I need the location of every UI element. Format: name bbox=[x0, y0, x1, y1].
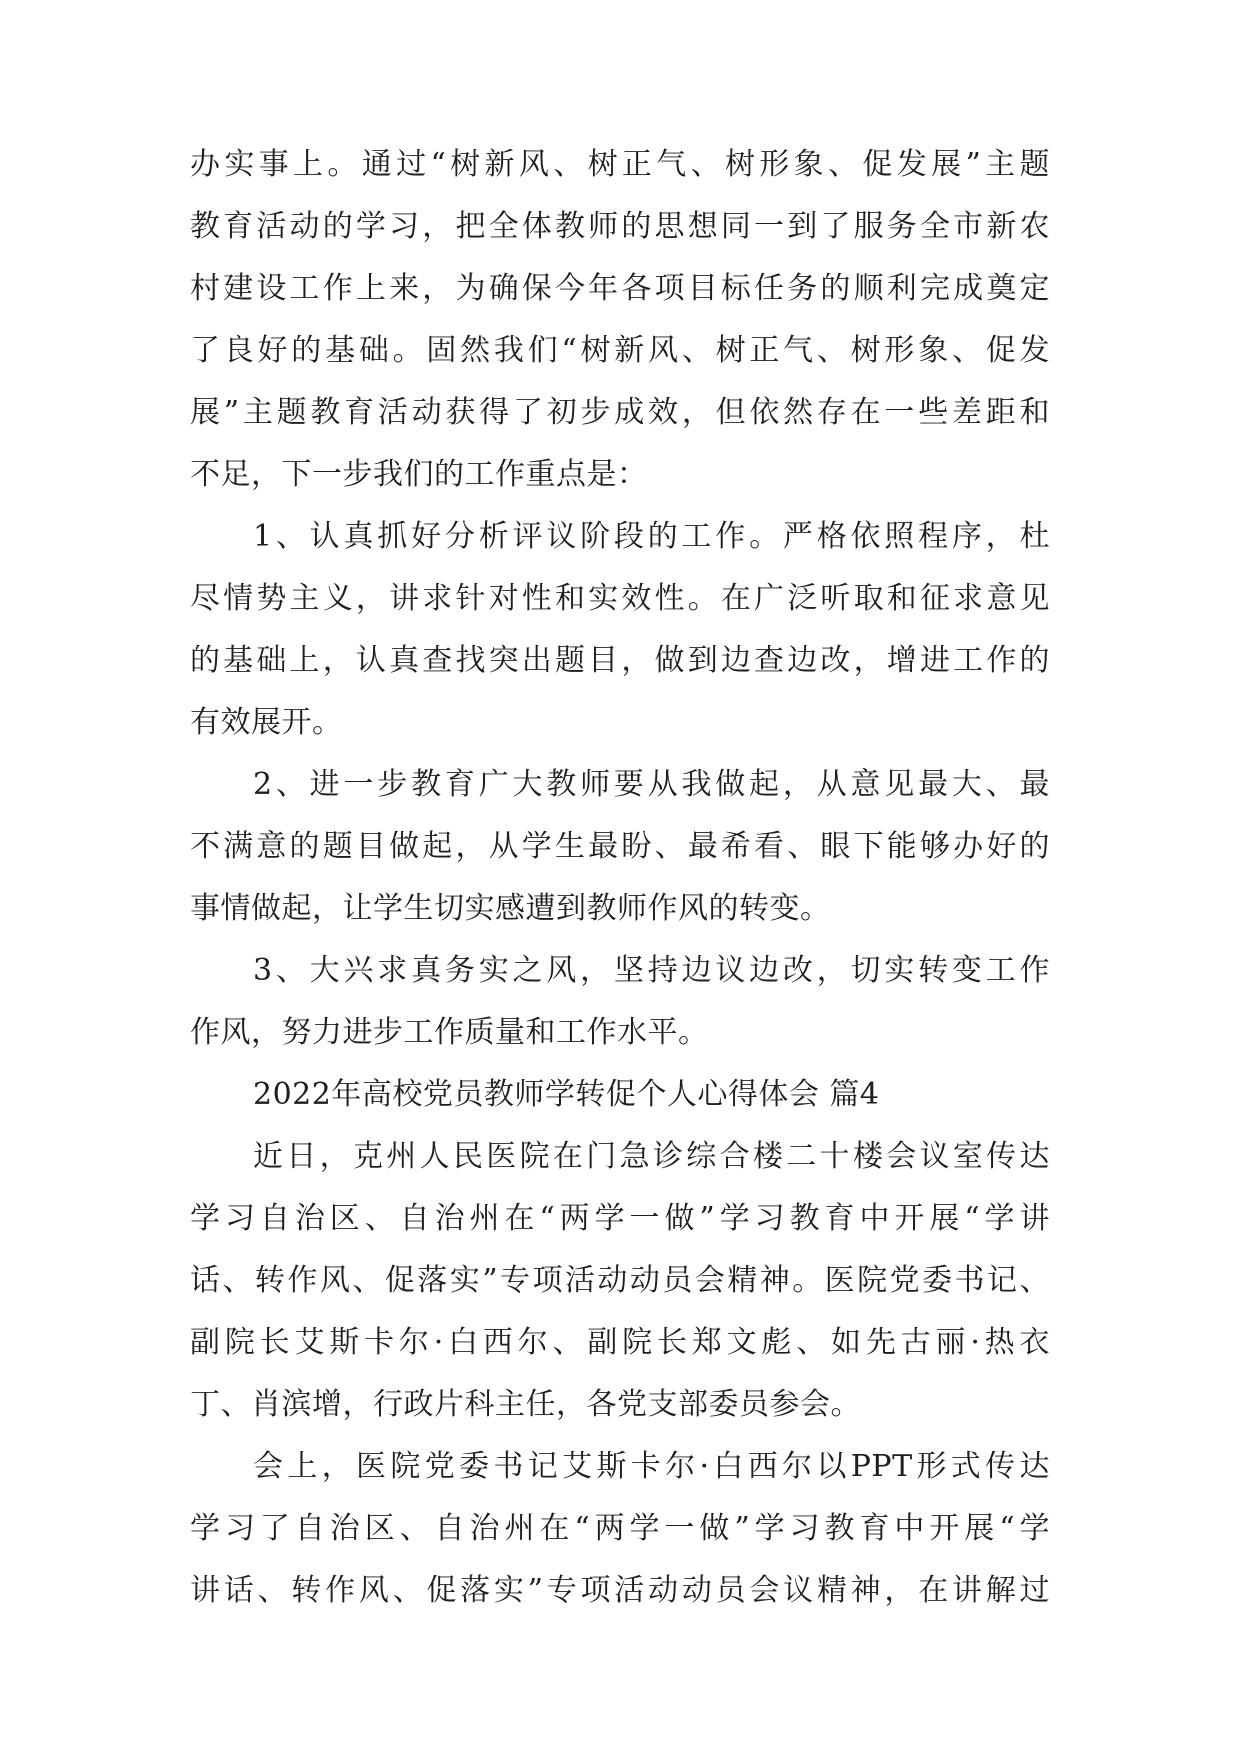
text-line: 村建设工作上来，为确保今年各项目标任务的顺利完成奠定 bbox=[190, 271, 1050, 306]
text-line: 不足，下一步我们的工作重点是： bbox=[190, 457, 648, 492]
text-line: 教育活动的学习，把全体教师的思想同一到了服务全市新农 bbox=[190, 209, 1050, 244]
paragraph-start-line: 近日，克州人民医院在门急诊综合楼二十楼会议室传达 bbox=[253, 1139, 1050, 1174]
text-line: 学习自治区、自治州在“两学一做”学习教育中开展“学讲 bbox=[190, 1201, 1050, 1236]
text-line: 副院长艾斯卡尔·白西尔、副院长郑文彪、如先古丽·热衣 bbox=[190, 1325, 1050, 1360]
section-heading: 2022年高校党员教师学转促个人心得体会 篇4 bbox=[253, 1077, 880, 1112]
text-line: 展”主题教育活动获得了初步成效，但依然存在一些差距和 bbox=[190, 395, 1050, 430]
text-line: 有效展开。 bbox=[190, 705, 343, 740]
text-line: 事情做起，让学生切实感遭到教师作风的转变。 bbox=[190, 891, 831, 926]
paragraph-start-line: 会上，医院党委书记艾斯卡尔·白西尔以PPT形式传达 bbox=[253, 1449, 1050, 1484]
paragraph-start-line: 3、大兴求真务实之风，坚持边议边改，切实转变工作 bbox=[253, 953, 1050, 988]
text-line: 不满意的题目做起，从学生最盼、最希看、眼下能够办好的 bbox=[190, 829, 1050, 864]
text-line: 讲话、转作风、促落实”专项活动动员会议精神，在讲解过 bbox=[190, 1573, 1050, 1608]
text-line: 作风，努力进步工作质量和工作水平。 bbox=[190, 1015, 709, 1050]
text-line: 的基础上，认真查找突出题目，做到边查边改，增进工作的 bbox=[190, 643, 1050, 678]
text-line: 了良好的基础。固然我们“树新风、树正气、树形象、促发 bbox=[190, 333, 1050, 368]
text-line: 办实事上。通过“树新风、树正气、树形象、促发展”主题 bbox=[190, 147, 1050, 182]
text-line: 学习了自治区、自治州在“两学一做”学习教育中开展“学 bbox=[190, 1511, 1050, 1546]
paragraph-start-line: 1、认真抓好分析评议阶段的工作。严格依照程序，杜 bbox=[253, 519, 1050, 554]
text-line: 话、转作风、促落实”专项活动动员会精神。医院党委书记、 bbox=[190, 1263, 1050, 1298]
paragraph-start-line: 2、进一步教育广大教师要从我做起，从意见最大、最 bbox=[253, 767, 1050, 802]
text-line: 尽情势主义，讲求针对性和实效性。在广泛听取和征求意见 bbox=[190, 581, 1050, 616]
text-line: 丁、肖滨增，行政片科主任，各党支部委员参会。 bbox=[190, 1387, 861, 1422]
